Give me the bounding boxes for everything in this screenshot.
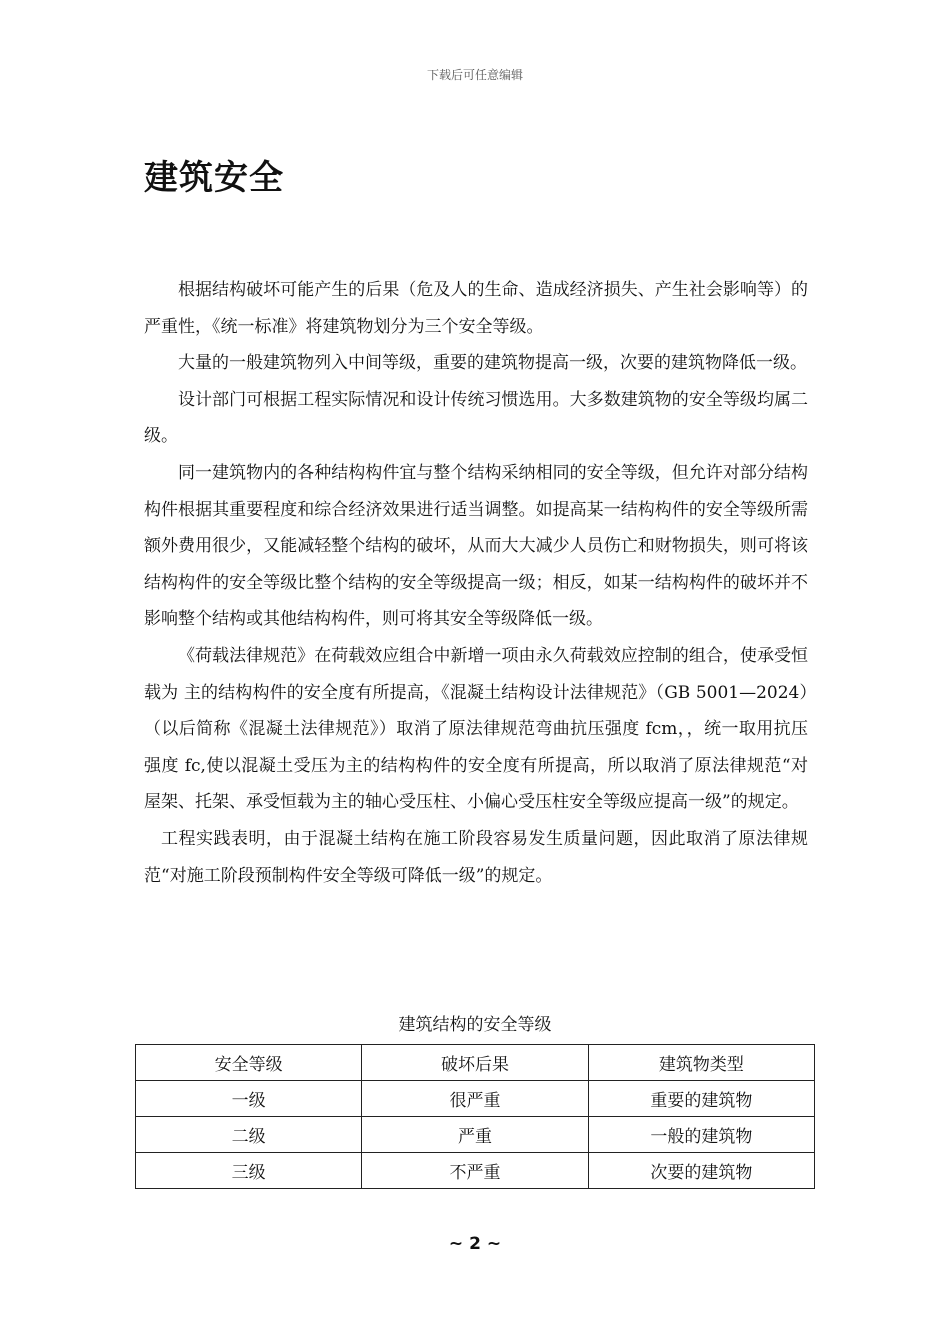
paragraph: 工程实践表明，由于混凝土结构在施工阶段容易发生质量问题，因此取消了原法律规范“对施工阶段预制构件安全等级可降低一级”的规定。: [144, 828, 808, 886]
paragraph: 根据结构破坏可能产生的后果（危及人的生命、造成经济损失、产生社会影响等）的严重性，《统一标准》将建筑物划分为三个安全等级。: [144, 280, 808, 337]
paragraph: 设计部门可根据工程实际情况和设计传统习惯选用。大多数建筑物的安全等级均属二级。: [144, 389, 808, 447]
paragraph: 《荷载法律规范》在荷载效应组合中新增一项由永久荷载效应控制的组合，使承受恒载为 主的结构构件的安全度有所提高，《混凝土结构设计法律规范》（GB 5001—2024）（以后简称《混凝土法律规范》）取消了原法律规范弯曲抗压强度 fcm，，统一取用抗压强度 fc,使以混凝土受压为主的结构构件的安全度有所提高，所以取消了原法律规范“对屋架、托架、承受恒载为主的轴心受压柱、小偏心受压柱安全等级应提高一级”的规定。: [144, 645, 809, 813]
table-cell: 不严重: [362, 1153, 588, 1189]
table-header-cell: 安全等级: [136, 1045, 362, 1081]
table-header-cell: 建筑物类型: [588, 1045, 814, 1081]
document-title: 建筑安全: [144, 158, 284, 198]
table-caption: 建筑结构的安全等级: [398, 1015, 552, 1035]
paragraph: 大量的一般建筑物列入中间等级，重要的建筑物提高一级，次要的建筑物降低一级。: [178, 353, 807, 374]
table-cell: 三级: [136, 1153, 362, 1189]
page-number: ~ 2 ~: [448, 1234, 502, 1254]
table-cell: 一般的建筑物: [588, 1117, 814, 1153]
table-row: [136, 1153, 815, 1189]
page-header: 下载后可任意编辑: [426, 68, 523, 82]
table-row: [136, 1117, 815, 1153]
body-text: [144, 272, 808, 894]
table-header-row: [136, 1045, 815, 1081]
table-cell: 严重: [362, 1117, 588, 1153]
table-cell: 二级: [136, 1117, 362, 1153]
table-cell: 重要的建筑物: [588, 1081, 814, 1117]
table-cell: 很严重: [362, 1081, 588, 1117]
safety-level-table: [135, 1044, 815, 1189]
table-header-cell: 破坏后果: [362, 1045, 588, 1081]
paragraph: 同一建筑物内的各种结构构件宜与整个结构采纳相同的安全等级，但允许对部分结构构件根据其重要程度和综合经济效果进行适当调整。如提高某一结构构件的安全等级所需额外费用很少，又能减轻整个结构的破坏，从而大大减少人员伤亡和财物损失，则可将该结构构件的安全等级比整个结构的安全等级提高一级；相反，如某一结构构件的破坏并不影响整个结构或其他结构构件，则可将其安全等级降低一级。: [144, 462, 808, 630]
table-cell: 次要的建筑物: [588, 1153, 814, 1189]
table-row: [136, 1081, 815, 1117]
table-cell: 一级: [136, 1081, 362, 1117]
